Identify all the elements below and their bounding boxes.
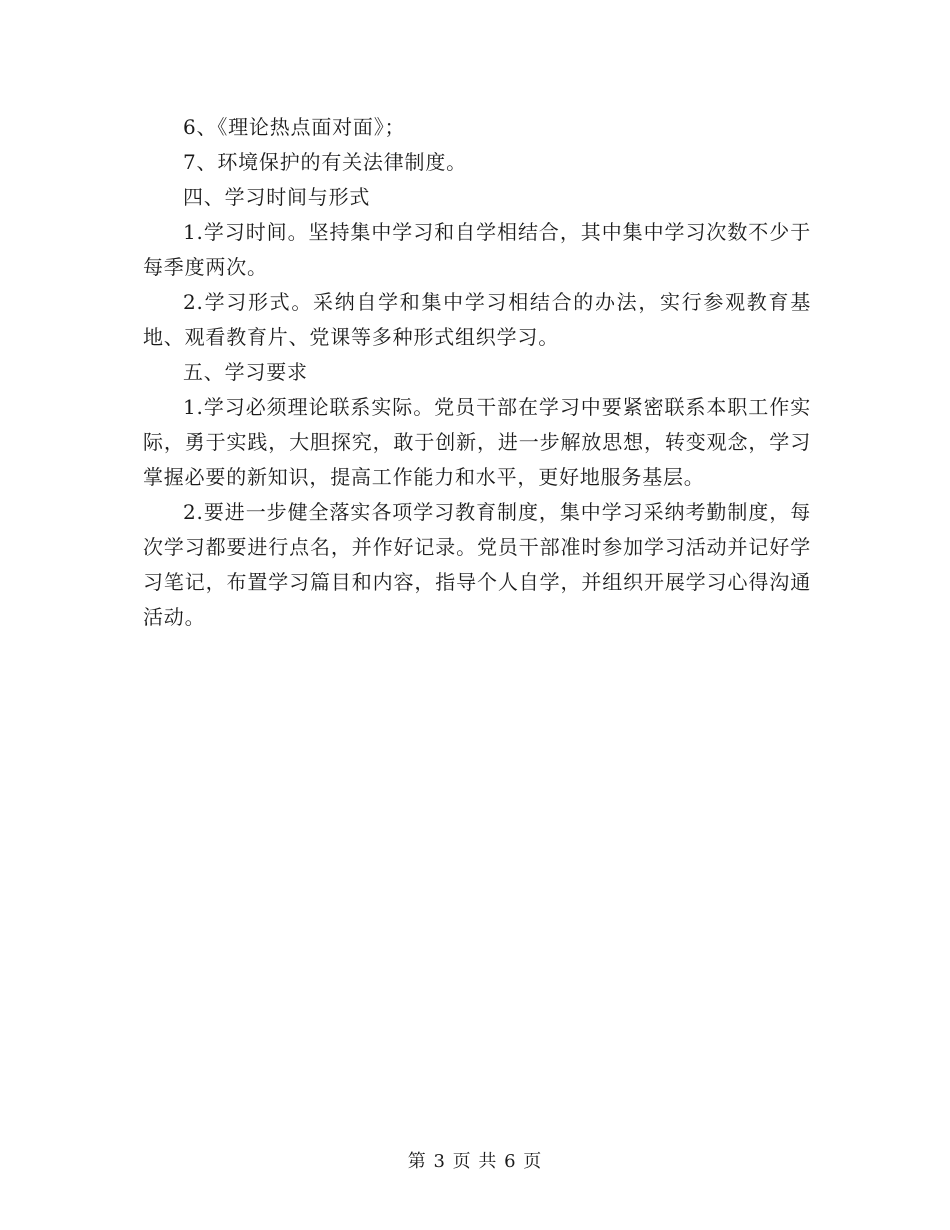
list-item-6: 6、《理论热点面对面》； (183, 115, 406, 139)
page-number-footer: 第 3 页 共 6 页 (407, 1151, 543, 1172)
paragraph-requirement-2: 2.要进一步健全落实各项学习教育制度，集中学习采纳考勤制度，每次学习都要进行点名，并作好记录。党员干部准时参加学习活动并记好学习笔记，布置学习篇目和内容，指导个人自学，并组织开展学习心得沟通活动。 (143, 500, 811, 629)
section-heading-5: 五、学习要求 (183, 360, 308, 384)
document-body (143, 110, 811, 635)
paragraph-study-form: 2.学习形式。采纳自学和集中学习相结合的办法，实行参观教育基地、观看教育片、党课等多种形式组织学习。 (143, 290, 811, 349)
paragraph-study-time: 1.学习时间。坚持集中学习和自学相结合，其中集中学习次数不少于每季度两次。 (143, 220, 811, 279)
paragraph-requirement-1: 1.学习必须理论联系实际。党员干部在学习中要紧密联系本职工作实际，勇于实践，大胆探究，敢于创新，进一步解放思想，转变观念，学习掌握必要的新知识，提高工作能力和水平，更好地服务基层。 (143, 395, 811, 489)
list-item-7: 7、环境保护的有关法律制度。 (183, 150, 467, 174)
section-heading-4: 四、学习时间与形式 (183, 185, 371, 209)
